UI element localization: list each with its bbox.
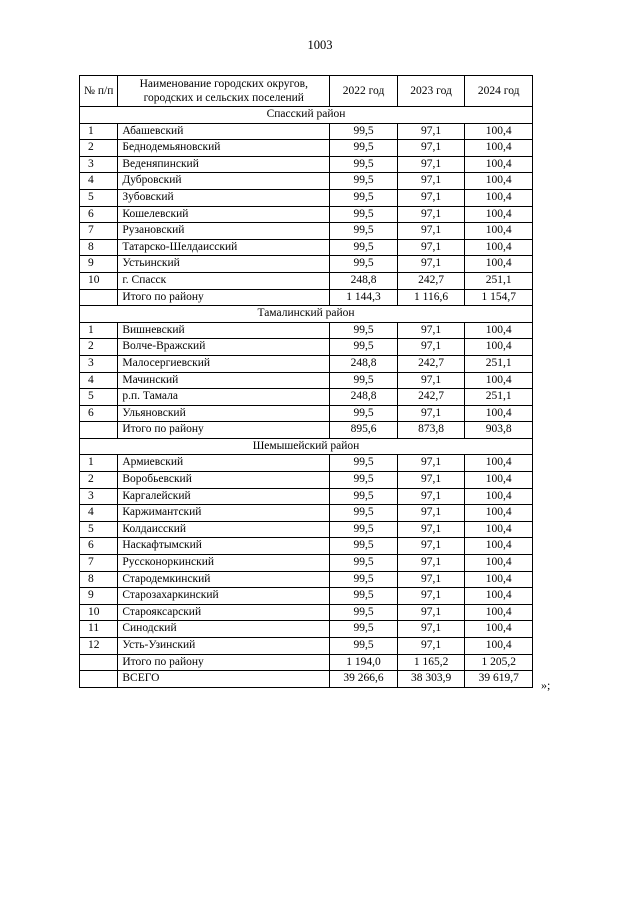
value-2023: 97,1	[397, 588, 465, 605]
district-header-row	[80, 306, 533, 323]
settlement-name: Кошелевский	[118, 206, 330, 223]
table-row	[80, 322, 533, 339]
value-2024: 100,4	[465, 156, 533, 173]
row-number: 1	[80, 455, 118, 472]
settlement-name: Вишневский	[118, 322, 330, 339]
settlement-name: Волче-Вражский	[118, 339, 330, 356]
value-2023: 97,1	[397, 488, 465, 505]
value-2022: 248,8	[330, 272, 398, 289]
value-2023: 97,1	[397, 405, 465, 422]
value-2024: 100,4	[465, 472, 533, 489]
value-2024: 100,4	[465, 555, 533, 572]
table-row	[80, 604, 533, 621]
value-2023: 97,1	[397, 256, 465, 273]
value-2023: 97,1	[397, 189, 465, 206]
grand-total-2022: 39 266,6	[330, 671, 398, 688]
settlement-name: Каргалейский	[118, 488, 330, 505]
table-row	[80, 505, 533, 522]
value-2024: 100,4	[465, 123, 533, 140]
row-number: 8	[80, 239, 118, 256]
value-2022: 99,5	[330, 588, 398, 605]
settlement-name: Усть-Узинский	[118, 638, 330, 655]
row-number: 9	[80, 256, 118, 273]
value-2024: 100,4	[465, 256, 533, 273]
table-row	[80, 189, 533, 206]
header-2024: 2024 год	[465, 76, 533, 107]
settlement-name: Каржимантский	[118, 505, 330, 522]
row-number: 6	[80, 405, 118, 422]
settlement-name: Татарско-Шелдаисский	[118, 239, 330, 256]
table-row	[80, 173, 533, 190]
header-number: № п/п	[80, 76, 118, 107]
value-2024: 100,4	[465, 140, 533, 157]
row-number: 4	[80, 372, 118, 389]
table-body	[80, 107, 533, 688]
value-2023: 97,1	[397, 156, 465, 173]
table-row	[80, 455, 533, 472]
total-label: Итого по району	[118, 289, 330, 306]
table-row	[80, 372, 533, 389]
table-row	[80, 389, 533, 406]
value-2024: 100,4	[465, 638, 533, 655]
value-2024: 100,4	[465, 571, 533, 588]
table-row	[80, 156, 533, 173]
value-2022: 99,5	[330, 538, 398, 555]
value-2023: 97,1	[397, 638, 465, 655]
row-number: 8	[80, 571, 118, 588]
total-2022: 1 194,0	[330, 654, 398, 671]
settlement-name: Мачинский	[118, 372, 330, 389]
settlement-name: Стародемкинский	[118, 571, 330, 588]
table-row	[80, 571, 533, 588]
table-row	[80, 538, 533, 555]
district-total-row	[80, 654, 533, 671]
row-number: 2	[80, 140, 118, 157]
value-2022: 248,8	[330, 389, 398, 406]
table-row	[80, 638, 533, 655]
total-2024: 1 205,2	[465, 654, 533, 671]
table-row	[80, 355, 533, 372]
settlement-name: р.п. Тамала	[118, 389, 330, 406]
row-number: 3	[80, 355, 118, 372]
row-number: 9	[80, 588, 118, 605]
settlement-name: Старозахаркинский	[118, 588, 330, 605]
value-2022: 99,5	[330, 488, 398, 505]
row-number: 3	[80, 488, 118, 505]
value-2024: 100,4	[465, 239, 533, 256]
value-2023: 97,1	[397, 140, 465, 157]
settlement-name: Старояксарский	[118, 604, 330, 621]
value-2024: 100,4	[465, 538, 533, 555]
value-2023: 97,1	[397, 223, 465, 240]
settlement-name: г. Спасск	[118, 272, 330, 289]
value-2023: 97,1	[397, 571, 465, 588]
value-2022: 99,5	[330, 223, 398, 240]
value-2024: 100,4	[465, 223, 533, 240]
row-number: 7	[80, 555, 118, 572]
value-2022: 99,5	[330, 604, 398, 621]
row-number: 1	[80, 322, 118, 339]
table-row	[80, 521, 533, 538]
grand-total-row	[80, 671, 533, 688]
settlement-name: Синодский	[118, 621, 330, 638]
settlement-name: Руссконоркинский	[118, 555, 330, 572]
value-2024: 100,4	[465, 206, 533, 223]
grand-total-2023: 38 303,9	[397, 671, 465, 688]
settlement-name: Воробьевский	[118, 472, 330, 489]
settlement-name: Абашевский	[118, 123, 330, 140]
grand-total-label: ВСЕГО	[118, 671, 330, 688]
value-2022: 99,5	[330, 505, 398, 522]
value-2023: 97,1	[397, 472, 465, 489]
value-2023: 242,7	[397, 355, 465, 372]
value-2022: 99,5	[330, 140, 398, 157]
header-2022: 2022 год	[330, 76, 398, 107]
total-2024: 1 154,7	[465, 289, 533, 306]
value-2023: 97,1	[397, 505, 465, 522]
value-2022: 99,5	[330, 322, 398, 339]
row-number: 7	[80, 223, 118, 240]
total-2023: 873,8	[397, 422, 465, 439]
total-2023: 1 165,2	[397, 654, 465, 671]
value-2022: 99,5	[330, 189, 398, 206]
row-number: 3	[80, 156, 118, 173]
header-name: Наименование городских округов, городских и сельских поселений	[118, 76, 330, 107]
row-number: 1	[80, 123, 118, 140]
row-number-empty	[80, 671, 118, 688]
value-2024: 100,4	[465, 505, 533, 522]
district-title: Шемышейский район	[80, 438, 533, 455]
row-number: 5	[80, 189, 118, 206]
value-2023: 97,1	[397, 206, 465, 223]
value-2024: 251,1	[465, 355, 533, 372]
row-number-empty	[80, 654, 118, 671]
settlement-name: Веденяпинский	[118, 156, 330, 173]
value-2024: 100,4	[465, 405, 533, 422]
header-2023: 2023 год	[397, 76, 465, 107]
table-row	[80, 621, 533, 638]
row-number: 4	[80, 505, 118, 522]
value-2022: 99,5	[330, 156, 398, 173]
row-number: 6	[80, 206, 118, 223]
settlement-name: Колдаисский	[118, 521, 330, 538]
table-header-row	[80, 76, 533, 107]
table-row	[80, 140, 533, 157]
district-title: Тамалинский район	[80, 306, 533, 323]
row-number-empty	[80, 422, 118, 439]
value-2022: 99,5	[330, 472, 398, 489]
value-2023: 97,1	[397, 538, 465, 555]
value-2023: 97,1	[397, 555, 465, 572]
row-number: 11	[80, 621, 118, 638]
total-2022: 1 144,3	[330, 289, 398, 306]
value-2023: 97,1	[397, 621, 465, 638]
value-2022: 99,5	[330, 372, 398, 389]
table-row	[80, 555, 533, 572]
row-number: 10	[80, 272, 118, 289]
settlement-name: Армиевский	[118, 455, 330, 472]
value-2022: 99,5	[330, 621, 398, 638]
value-2024: 100,4	[465, 189, 533, 206]
row-number: 2	[80, 339, 118, 356]
value-2023: 97,1	[397, 322, 465, 339]
row-number: 6	[80, 538, 118, 555]
closing-quote-mark: »;	[541, 678, 551, 692]
value-2024: 100,4	[465, 173, 533, 190]
value-2024: 100,4	[465, 322, 533, 339]
page-number: 1003	[307, 38, 333, 52]
value-2022: 99,5	[330, 206, 398, 223]
table-row	[80, 123, 533, 140]
value-2022: 99,5	[330, 339, 398, 356]
row-number: 5	[80, 389, 118, 406]
value-2024: 251,1	[465, 389, 533, 406]
value-2023: 97,1	[397, 123, 465, 140]
grand-total-2024: 39 619,7	[465, 671, 533, 688]
row-number: 10	[80, 604, 118, 621]
district-title: Спасский район	[80, 107, 533, 124]
total-label: Итого по району	[118, 654, 330, 671]
value-2024: 100,4	[465, 588, 533, 605]
value-2022: 99,5	[330, 405, 398, 422]
table-row	[80, 405, 533, 422]
district-total-row	[80, 289, 533, 306]
table-row	[80, 339, 533, 356]
value-2022: 99,5	[330, 555, 398, 572]
table-row	[80, 588, 533, 605]
value-2023: 242,7	[397, 272, 465, 289]
settlement-name: Зубовский	[118, 189, 330, 206]
value-2024: 100,4	[465, 488, 533, 505]
table-row	[80, 272, 533, 289]
value-2023: 97,1	[397, 604, 465, 621]
table-row	[80, 472, 533, 489]
value-2023: 97,1	[397, 239, 465, 256]
value-2023: 97,1	[397, 339, 465, 356]
table-row	[80, 239, 533, 256]
settlement-name: Малосергиевский	[118, 355, 330, 372]
row-number: 12	[80, 638, 118, 655]
value-2022: 99,5	[330, 638, 398, 655]
table-row	[80, 488, 533, 505]
value-2023: 97,1	[397, 173, 465, 190]
table-row	[80, 206, 533, 223]
value-2022: 99,5	[330, 571, 398, 588]
district-total-row	[80, 422, 533, 439]
row-number: 2	[80, 472, 118, 489]
row-number: 4	[80, 173, 118, 190]
value-2022: 99,5	[330, 455, 398, 472]
value-2024: 251,1	[465, 272, 533, 289]
value-2022: 99,5	[330, 123, 398, 140]
value-2023: 97,1	[397, 372, 465, 389]
total-label: Итого по району	[118, 422, 330, 439]
value-2022: 248,8	[330, 355, 398, 372]
value-2023: 97,1	[397, 455, 465, 472]
row-number-empty	[80, 289, 118, 306]
settlement-name: Рузановский	[118, 223, 330, 240]
subsidy-table	[79, 75, 533, 688]
district-header-row	[80, 438, 533, 455]
table-row	[80, 256, 533, 273]
value-2023: 242,7	[397, 389, 465, 406]
settlement-name: Наскафтымский	[118, 538, 330, 555]
total-2022: 895,6	[330, 422, 398, 439]
value-2023: 97,1	[397, 521, 465, 538]
district-header-row	[80, 107, 533, 124]
value-2022: 99,5	[330, 239, 398, 256]
value-2024: 100,4	[465, 521, 533, 538]
value-2024: 100,4	[465, 621, 533, 638]
settlement-name: Беднодемьяновский	[118, 140, 330, 157]
settlement-name: Устьинский	[118, 256, 330, 273]
total-2024: 903,8	[465, 422, 533, 439]
settlement-name: Ульяновский	[118, 405, 330, 422]
value-2022: 99,5	[330, 521, 398, 538]
value-2024: 100,4	[465, 455, 533, 472]
total-2023: 1 116,6	[397, 289, 465, 306]
value-2024: 100,4	[465, 372, 533, 389]
value-2024: 100,4	[465, 604, 533, 621]
settlement-name: Дубровский	[118, 173, 330, 190]
row-number: 5	[80, 521, 118, 538]
value-2022: 99,5	[330, 173, 398, 190]
table-row	[80, 223, 533, 240]
value-2022: 99,5	[330, 256, 398, 273]
value-2024: 100,4	[465, 339, 533, 356]
